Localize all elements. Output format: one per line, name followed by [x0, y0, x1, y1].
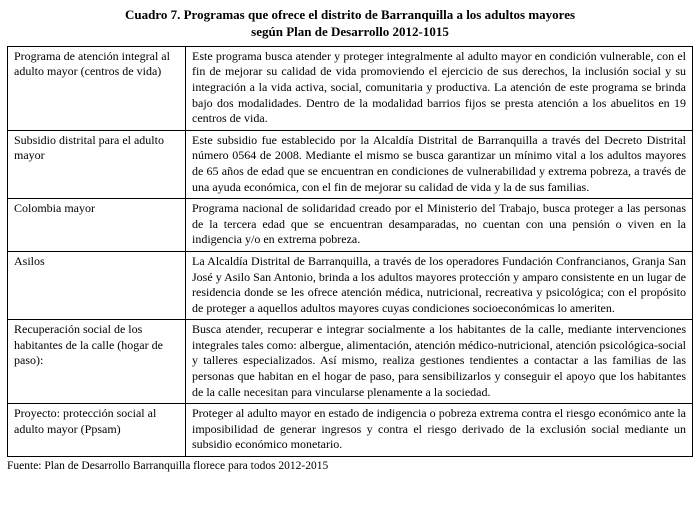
program-description-cell: Busca atender, recuperar e integrar socialmente a los habitantes de la calle, mediante intervenciones integrales tales como: albergue, alimentación, atención médico-nutricional, atención psicológica-social y talleres especializados. Así mismo, realiza gestiones tendientes a contactar a las familias de las personas que habitan en el hogar de paso, para sensibilizarlos y conseguir el apoyo que los habitantes de la calle necesitan para vincularse plenamente a la sociedad. [186, 320, 693, 404]
program-name-cell: Recuperación social de los habitantes de la calle (hogar de paso): [8, 320, 186, 404]
table-row [8, 251, 693, 319]
table-title [7, 7, 693, 41]
program-description-cell: La Alcaldía Distrital de Barranquilla, a través de los operadores Fundación Confrancianos, Granja San José y Asilo San Antonio, brinda a los adultos mayores protección y amparo consistente en un lugar de residencia donde se les ofrece atención médica, nutricional, recreativa y psicológica; con el propósito de proteger a aquellos adultos mayores cuyas condiciones socioeconómicas lo ameriten. [186, 251, 693, 319]
source-note: Fuente: Plan de Desarrollo Barranquilla florece para todos 2012-2015 [7, 460, 329, 473]
table-row [8, 130, 693, 198]
program-name-cell: Asilos [8, 251, 186, 319]
program-name-cell: Programa de atención integral al adulto mayor (centros de vida) [8, 46, 186, 130]
program-description-cell: Este programa busca atender y proteger integralmente al adulto mayor en condición vulnerable, con el fin de mejorar su calidad de vida promoviendo el ejercicio de sus derechos, la inclusión social y su integración a la vida activa, social, comunitaria y productiva. La atención de este programa se brinda bajo dos modalidades. Dentro de la modalidad barrios fijos se presta atención a los abuelitos en 19 centros de vida. [186, 46, 693, 130]
table-row [8, 320, 693, 404]
table-title-line2: según Plan de Desarrollo 2012-1015 [251, 23, 449, 39]
program-description-cell: Programa nacional de solidaridad creado por el Ministerio del Trabajo, busca proteger a las personas de la tercera edad que se encuentran desamparadas, no cuentan con una pensión o viven en la indigencia y/o en extrema pobreza. [186, 199, 693, 252]
table-row [8, 46, 693, 130]
program-name-cell: Colombia mayor [8, 199, 186, 252]
program-description-cell: Este subsidio fue establecido por la Alcaldía Distrital de Barranquilla a través del Decreto Distrital número 0564 de 2008. Mediante el mismo se busca garantizar un mínimo vital a los adultos mayores de 65 años de edad que se encuentran en condiciones de vulnerabilidad y extrema pobreza, a través de una ayuda económica, con el fin de mejorar su calidad de vida y la de sus familias. [186, 130, 693, 198]
table-title-line1: Cuadro 7. Programas que ofrece el distrito de Barranquilla a los adultos mayores [124, 7, 576, 22]
program-description-cell: Proteger al adulto mayor en estado de indigencia o pobreza extrema contra el riesgo económico ante la imposibilidad de generar ingresos y contra el riesgo derivado de la exclusión social mediante un subsidio económico monetario. [186, 404, 693, 457]
table-row [8, 199, 693, 252]
table-row [8, 404, 693, 457]
program-name-cell: Proyecto: protección social al adulto mayor (Ppsam) [8, 404, 186, 457]
program-name-cell: Subsidio distrital para el adulto mayor [8, 130, 186, 198]
programs-table [7, 46, 693, 457]
